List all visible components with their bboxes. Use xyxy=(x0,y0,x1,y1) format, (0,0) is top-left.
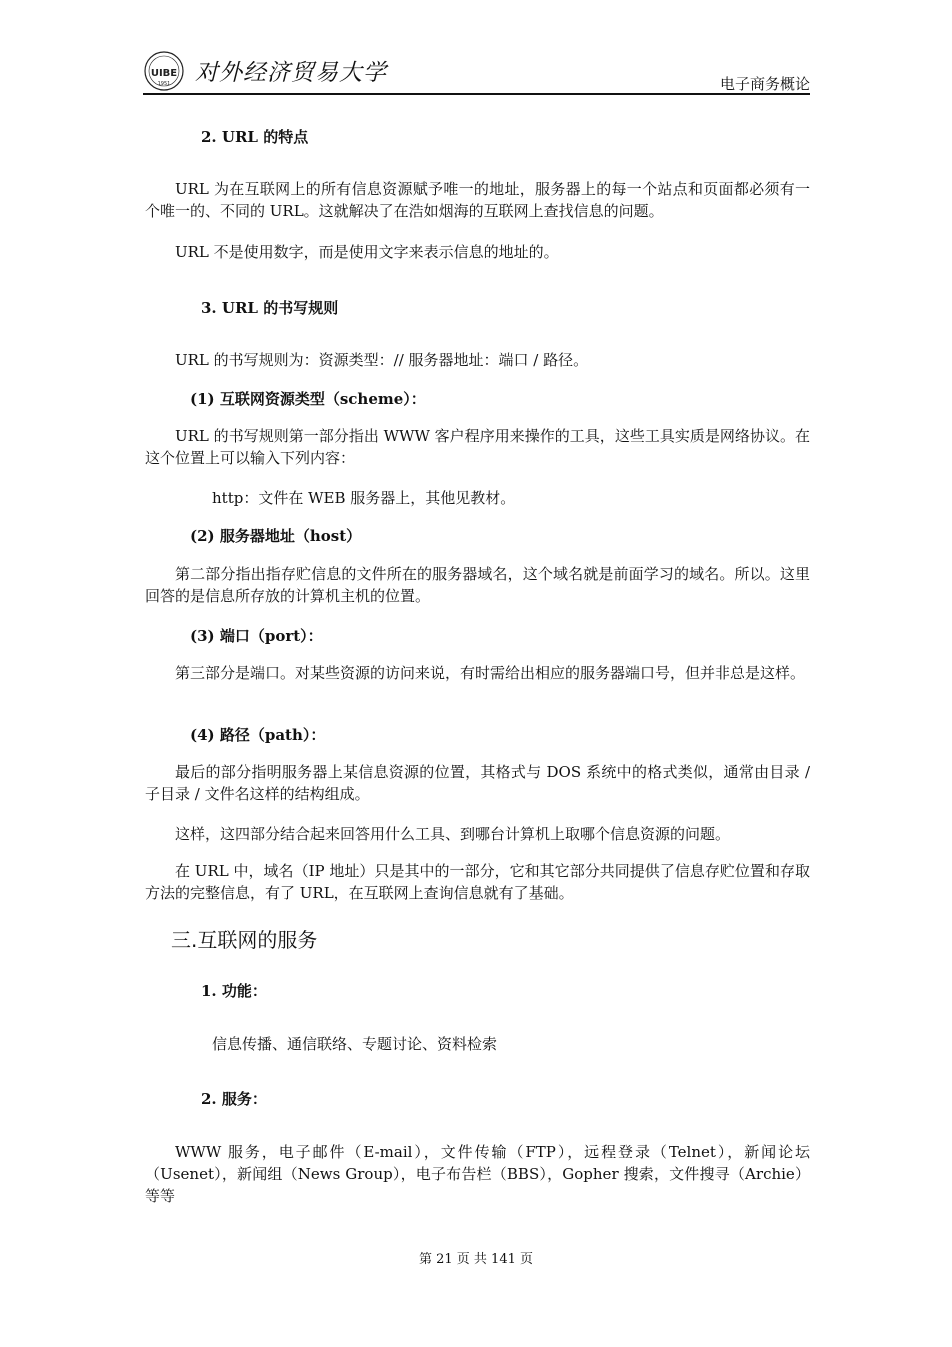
heading-internet-services: 三.互联网的服务 xyxy=(171,928,318,952)
paragraph-services: WWW 服务，电子邮件（E-mail），文件传输（FTP），远程登录（Telnet），新闻论坛（Usenet），新闻组（News Group），电子布告栏（BBS），Gopher 搜索，文件搜寻（Archie）等等 xyxy=(145,1143,810,1205)
subheading-scheme: (1) 互联网资源类型（scheme）： xyxy=(190,390,426,408)
course-title: 电子商务概论 xyxy=(719,75,810,93)
header-divider xyxy=(143,93,810,95)
subheading-path: (4) 路径（path）： xyxy=(190,726,326,744)
page-footer: 第 21 页 共 141 页 xyxy=(418,1252,534,1267)
paragraph-summary-1: 这样，这四部分结合起来回答用什么工具、到哪台计算机上取哪个信息资源的问题。 xyxy=(175,825,731,843)
logo-text: UIBE xyxy=(150,68,178,79)
logo-year: 1951 xyxy=(157,81,171,87)
heading-url-features: 2. URL 的特点 xyxy=(201,128,309,146)
paragraph-host: 第二部分指出指存贮信息的文件所在的服务器域名，这个域名就是前面学习的域名。所以。这里回答的是信息所存放的计算机主机的位置。 xyxy=(145,565,810,605)
paragraph-path: 最后的部分指明服务器上某信息资源的位置，其格式与 DOS 系统中的格式类似，通常由目录 / 子目录 / 文件名这样的结构组成。 xyxy=(145,763,810,803)
paragraph-url-rules-1: URL 的书写规则为：资源类型：// 服务器地址：端口 / 路径。 xyxy=(175,351,589,369)
function-text: 信息传播、通信联络、专题讨论、资料检索 xyxy=(212,1035,498,1053)
subheading-host: (2) 服务器地址（host） xyxy=(190,527,362,545)
paragraph-port: 第三部分是端口。对某些资源的访问来说，有时需给出相应的服务器端口号，但并非总是这样。 xyxy=(175,664,806,682)
paragraph-url-features-2: URL 不是使用数字，而是使用文字来表示信息的地址的。 xyxy=(175,243,559,261)
list-item-http: http：文件在 WEB 服务器上，其他见教材。 xyxy=(212,489,516,507)
paragraph-scheme: URL 的书写规则第一部分指出 WWW 客户程序用来操作的工具，这些工具实质是网络协议。在这个位置上可以输入下列内容： xyxy=(145,427,810,467)
university-seal-icon xyxy=(143,50,185,92)
page-header xyxy=(143,40,810,95)
heading-url-rules: 3. URL 的书写规则 xyxy=(201,299,339,317)
paragraph-summary-2: 在 URL 中，域名（IP 地址）只是其中的一部分，它和其它部分共同提供了信息存贮位置和存取方法的完整信息，有了 URL，在互联网上查询信息就有了基础。 xyxy=(145,862,810,902)
university-name: 对外经济贸易大学 xyxy=(195,60,387,86)
heading-function: 1. 功能： xyxy=(201,982,267,1000)
subheading-port: (3) 端口（port）： xyxy=(190,627,323,645)
heading-services: 2. 服务： xyxy=(201,1090,267,1108)
paragraph-url-features-1: URL 为在互联网上的所有信息资源赋予唯一的地址，服务器上的每一个站点和页面都必须有一个唯一的、不同的 URL。这就解决了在浩如烟海的互联网上查找信息的问题。 xyxy=(145,180,810,220)
